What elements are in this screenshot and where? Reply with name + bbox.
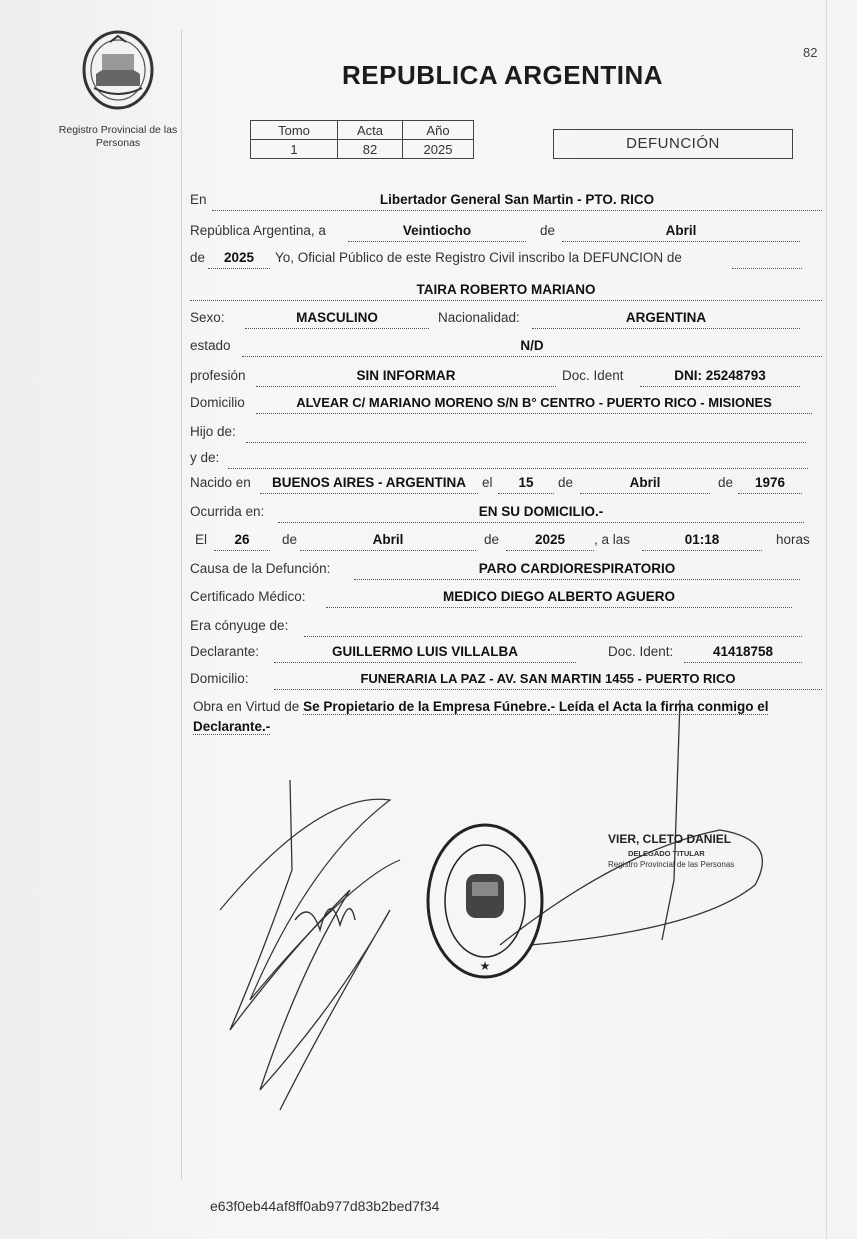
doc-ident2-label: Doc. Ident: — [608, 644, 674, 659]
estado-label: estado — [190, 338, 231, 353]
de-label-2: de — [190, 250, 206, 265]
el2-label: El — [195, 532, 208, 547]
document-title: REPUBLICA ARGENTINA — [342, 60, 664, 90]
dni-field: DNI: 25248793 — [640, 368, 800, 387]
birthplace-field: BUENOS AIRES - ARGENTINA — [260, 475, 478, 494]
day-field: Veintiocho — [348, 223, 526, 242]
de-label: de — [540, 223, 556, 238]
tomo-header: Tomo — [251, 121, 338, 140]
horas-label: horas — [776, 532, 810, 547]
obra-label: Obra en Virtud de — [193, 699, 300, 714]
mother-field — [228, 450, 808, 469]
page-number: 82 — [803, 45, 818, 60]
conyuge-label: Era cónyuge de: — [190, 618, 289, 633]
tomo-value: 1 — [251, 140, 338, 159]
place-of-death-field: EN SU DOMICILIO.- — [278, 504, 804, 523]
registry-stamp-icon — [424, 820, 546, 982]
death-time-field: 01:18 — [642, 532, 762, 551]
provincial-seal-icon — [80, 28, 156, 114]
registry-name: Registro Provincial de las Personas — [58, 124, 178, 149]
document-hash: e63f0eb44af8ff0ab977d83b2bed7f34 — [210, 1198, 440, 1214]
el-label: el — [482, 475, 493, 490]
address-field: ALVEAR C/ MARIANO MORENO S/N B° CENTRO - PUERTO RICO - MISIONES — [256, 395, 812, 414]
certificate-field: MEDICO DIEGO ALBERTO AGUERO — [326, 589, 792, 608]
domicilio2-label: Domicilio: — [190, 671, 249, 686]
deceased-name-field: TAIRA ROBERTO MARIANO — [190, 282, 822, 301]
margin-line — [181, 30, 182, 1180]
certificado-label: Certificado Médico: — [190, 589, 306, 604]
declarant-field: GUILLERMO LUIS VILLALBA — [274, 644, 576, 663]
official-name: VIER, CLETO DANIEL — [608, 832, 732, 846]
acta-header: Acta — [338, 121, 403, 140]
svg-text:★: ★ — [479, 959, 491, 973]
nacido-label: Nacido en — [190, 475, 251, 490]
ocurrida-label: Ocurrida en: — [190, 504, 265, 519]
record-type-box: DEFUNCIÓN — [553, 129, 793, 159]
declarant-doc-field: 41418758 — [684, 644, 802, 663]
yde-label: y de: — [190, 450, 220, 465]
nationality-field: ARGENTINA — [532, 310, 800, 329]
official-role: DELEGADO TITULAR — [628, 849, 705, 858]
de-label-4: de — [718, 475, 734, 490]
anio-value: 2025 — [403, 140, 474, 159]
de-label-5: de — [282, 532, 298, 547]
en-label: En — [190, 192, 207, 207]
yo-text: Yo, Oficial Público de este Registro Civil inscribo la DEFUNCION de — [275, 250, 682, 265]
acta-value: 82 — [338, 140, 403, 159]
trailing-blank — [732, 250, 802, 269]
hijo-label: Hijo de: — [190, 424, 236, 439]
spouse-field — [304, 618, 802, 637]
official-office: Registro Provincial de las Personas — [608, 860, 735, 869]
declarante-label: Declarante: — [190, 644, 260, 659]
death-year-field: 2025 — [506, 532, 594, 551]
birth-year-field: 1976 — [738, 475, 802, 494]
right-edge-line — [826, 0, 827, 1239]
death-month-field: Abril — [300, 532, 476, 551]
declarant-address-field: FUNERARIA LA PAZ - AV. SAN MARTIN 1455 - PUERTO RICO — [274, 671, 822, 690]
domicilio-label: Domicilio — [190, 395, 245, 410]
nacionalidad-label: Nacionalidad: — [438, 310, 520, 325]
death-day-field: 26 — [214, 532, 270, 551]
place-field: Libertador General San Martin - PTO. RICO — [212, 192, 822, 211]
de-label-3: de — [558, 475, 574, 490]
month-field: Abril — [562, 223, 800, 242]
year-field: 2025 — [208, 250, 270, 269]
profession-field: SIN INFORMAR — [256, 368, 556, 387]
alas-label: , a las — [594, 532, 631, 547]
marital-status-field: N/D — [242, 338, 822, 357]
father-field — [246, 424, 806, 443]
obra-text: Se Propietario de la Empresa Fúnebre.- Leída el Acta la firma conmigo el Declarante.- — [193, 699, 769, 734]
birth-day-field: 15 — [498, 475, 554, 494]
book-reference-table — [250, 120, 474, 159]
birth-month-field: Abril — [580, 475, 710, 494]
de-label-6: de — [484, 532, 500, 547]
doc-ident-label: Doc. Ident — [562, 368, 624, 383]
sexo-label: Sexo: — [190, 310, 225, 325]
profesion-label: profesión — [190, 368, 246, 383]
republica-label: República Argentina, a — [190, 223, 326, 238]
sex-field: MASCULINO — [245, 310, 429, 329]
cause-field: PARO CARDIORESPIRATORIO — [354, 561, 800, 580]
causa-label: Causa de la Defunción: — [190, 561, 331, 576]
anio-header: Año — [403, 121, 474, 140]
